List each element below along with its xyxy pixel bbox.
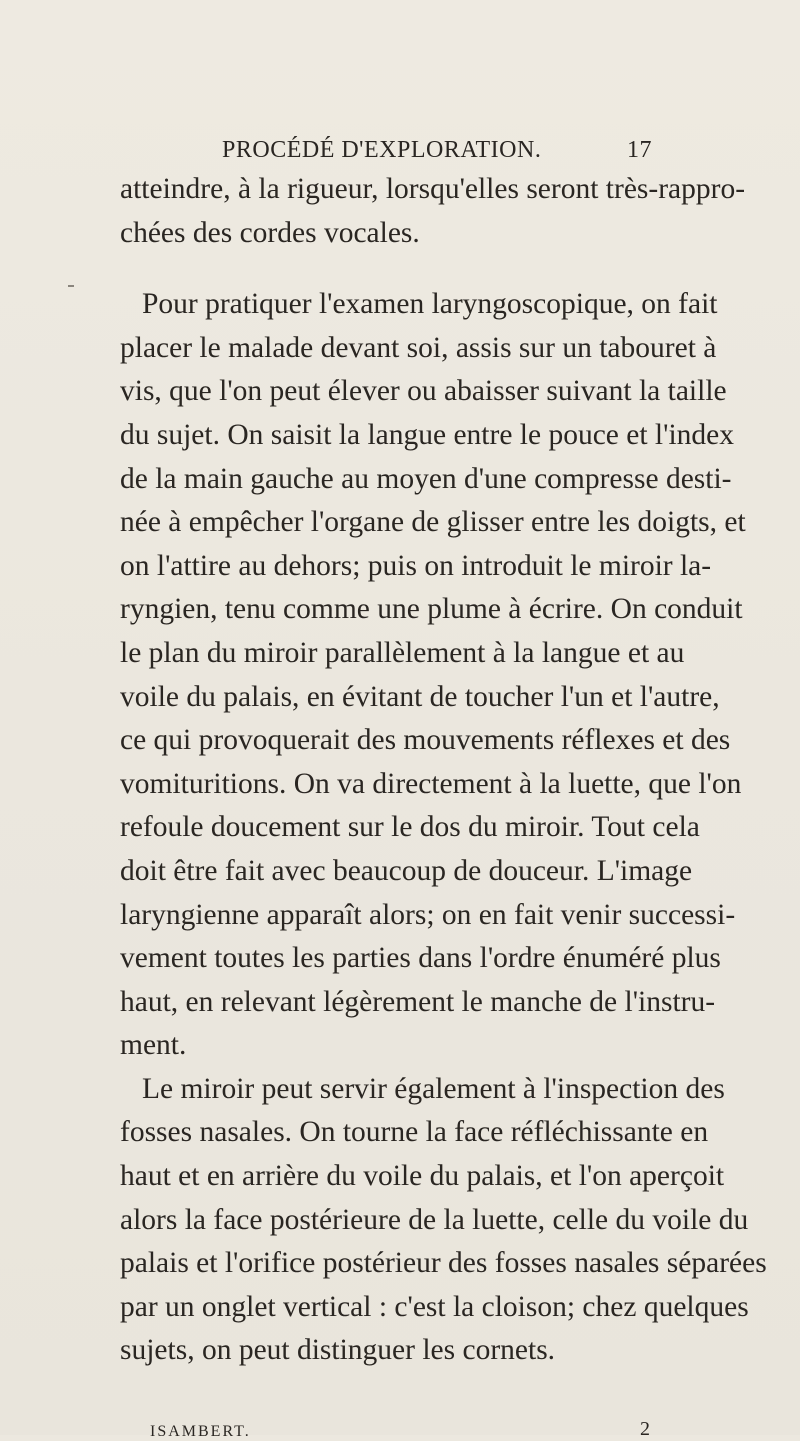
text-line: ce qui provoquerait des mouvements réflexes et des: [120, 724, 731, 757]
margin-mark: [68, 285, 74, 287]
text-line: voile du palais, en évitant de toucher l'un et l'autre,: [120, 680, 720, 713]
text-line: haut, en relevant légèrement le manche de l'instru-: [120, 985, 716, 1018]
text-line: par un onglet vertical : c'est la cloison; chez quelques: [120, 1290, 749, 1323]
text-line: vomituritions. On va directement à la luette, que l'on: [120, 767, 742, 800]
text-line: de la main gauche au moyen d'une compresse desti-: [120, 462, 732, 495]
running-title: PROCÉDÉ D'EXPLORATION.: [222, 137, 542, 163]
text-line: atteindre, à la rigueur, lorsqu'elles seront très-rappro-: [120, 173, 746, 205]
text-line: alors la face postérieure de la luette, celle du voile du: [120, 1203, 749, 1236]
text-line: fosses nasales. On tourne la face réfléchissante en: [120, 1116, 709, 1149]
text-line: chées des cordes vocales.: [120, 216, 420, 249]
text-line: refoule doucement sur le dos du miroir. Tout cela: [120, 811, 700, 844]
printer-signature: ISAMBERT.: [150, 1423, 251, 1440]
running-head: [222, 137, 652, 167]
text-line: sujets, on peut distinguer les cornets.: [120, 1334, 556, 1367]
text-line: placer le malade devant soi, assis sur un tabouret à: [120, 331, 717, 364]
text-line: le plan du miroir parallèlement à la langue et au: [120, 636, 685, 669]
text-line: laryngienne apparaît alors; on en fait venir successi-: [120, 898, 736, 931]
text-line: vement toutes les parties dans l'ordre énuméré plus: [120, 942, 721, 975]
text-line: palais et l'orifice postérieur des fosses nasales séparées: [120, 1247, 767, 1280]
text-line: doit être fait avec beaucoup de douceur. L'image: [120, 854, 693, 887]
text-line: haut et en arrière du voile du palais, et l'on aperçoit: [120, 1160, 725, 1193]
text-line: ment.: [120, 1029, 187, 1062]
page-number: 17: [627, 137, 652, 163]
text-line: Pour pratiquer l'examen laryngoscopique, on fait: [142, 288, 718, 321]
paragraph-gap: [120, 255, 668, 283]
text-line: née à empêcher l'organe de glisser entre les doigts, et: [120, 506, 746, 539]
text-line: vis, que l'on peut élever ou abaisser suivant la taille: [120, 375, 727, 408]
text-line: du sujet. On saisit la langue entre le pouce et l'index: [120, 418, 734, 451]
text-line: on l'attire au dehors; puis on introduit le miroir la-: [120, 549, 712, 582]
body-text: [120, 168, 767, 1373]
sheet-mark: 2: [640, 1418, 650, 1440]
text-line: Le miroir peut servir également à l'inspection des: [142, 1072, 725, 1105]
text-line: ryngien, tenu comme une plume à écrire. On conduit: [120, 593, 743, 626]
